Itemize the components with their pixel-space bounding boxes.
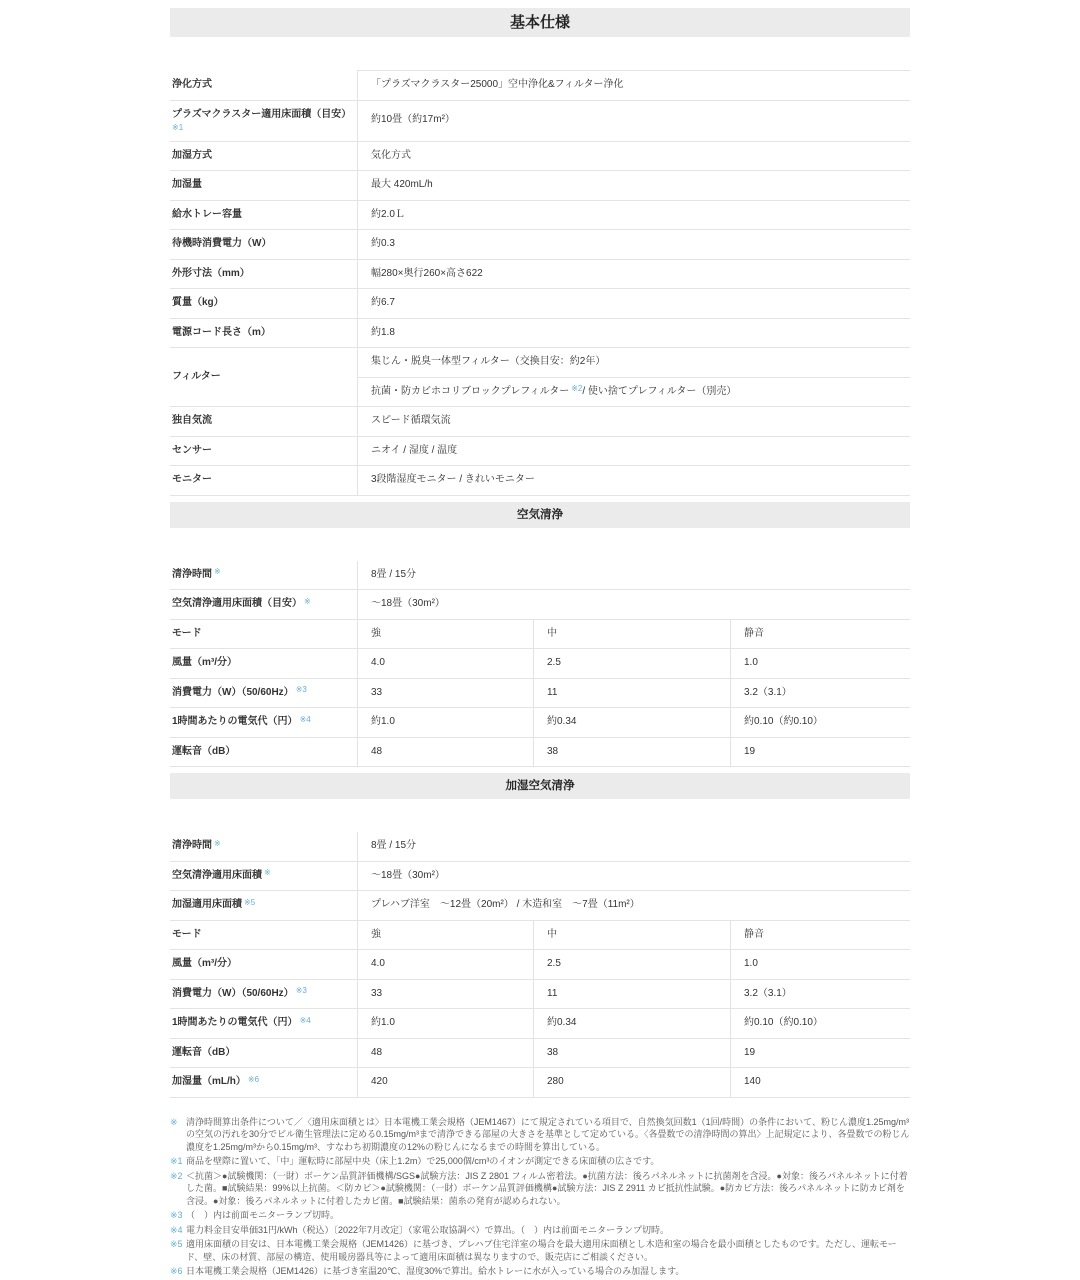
footnote-marker: ※5 [170,1239,183,1250]
section-title-air: 空気清浄 [170,502,910,528]
value-quiet: 3.2（3.1） [730,980,910,1009]
page-title: 基本仕様 [170,8,910,37]
table-row-mode [170,980,910,1010]
spec-label [170,561,357,590]
footnote-marker: ※1 [170,1156,183,1167]
spec-label: 給水トレー容量 [172,208,242,220]
value-medium: 38 [533,1039,730,1068]
table-row [170,891,910,921]
value-quiet: 1.0 [730,950,910,979]
spec-label: 風量（m³/分） [172,958,237,970]
spec-label: フィルター [172,370,221,382]
footnote-ref: ※ [304,596,311,606]
spec-value: 幅280×奥行260×高さ622 [357,260,910,289]
table-row [170,407,910,437]
footnote-ref: ※6 [247,1074,260,1084]
spec-value: 約2.0Ｌ [357,201,910,230]
value-medium: 38 [533,738,730,767]
footnotes [170,1116,910,1278]
value-strong: 4.0 [357,649,533,678]
spec-label [170,980,357,1009]
table-row-mode [170,649,910,679]
footnote-item [170,1170,910,1208]
spec-value: 3段階湿度モニター / きれいモニター [357,466,910,495]
table-row [170,201,910,231]
value-quiet: 3.2（3.1） [730,679,910,708]
spec-label-text: 清浄時間 [172,840,212,852]
table-row [170,590,910,620]
table-row-mode [170,620,910,650]
spec-label: センサー [172,444,212,456]
spec-label: モード [172,928,202,940]
spec-label-text: 消費電力（W）（50/60Hz） [172,686,294,698]
spec-label-text: 加湿適用床面積 [172,899,242,911]
table-row [170,70,910,101]
spec-value: プレハブ洋室 ～12畳（20m²） / 木造和室 ～7畳（11m²） [357,891,910,920]
footnote-ref: ※1 [172,123,184,132]
mode-medium: 中 [533,921,730,950]
value-medium: 280 [533,1068,730,1097]
footnote-ref: ※2 [571,384,583,394]
value-strong: 48 [357,1039,533,1068]
value-quiet: 19 [730,738,910,767]
spec-value: 約1.8 [357,319,910,348]
footnote-item [170,1265,910,1278]
table-row-mode [170,950,910,980]
spec-label: 風量（m³/分） [172,657,237,669]
spec-label-text: 空気清浄適用床面積（目安） [172,598,302,610]
value-medium: 11 [533,679,730,708]
table-row-mode [170,738,910,768]
spec-value: ～18畳（30m²） [357,590,910,619]
basic-spec-table [170,70,910,496]
value-strong: 33 [357,679,533,708]
spec-value-text: / 使い捨てプレフィルター（別売） [582,385,737,397]
value-quiet: 19 [730,1039,910,1068]
table-row [170,437,910,467]
mode-quiet: 静音 [730,620,910,649]
spec-value: 「プラズマクラスター25000」空中浄化&フィルター浄化 [357,70,910,100]
section-title-humid: 加湿空気清浄 [170,773,910,799]
footnote-text: 商品を壁際に置いて、「中」運転時に部屋中央（床上1.2m）で25,000個/cm³のイオンが測定できる床面積の広さです。 [186,1156,660,1167]
footnote-ref: ※5 [244,897,256,907]
spec-value: 気化方式 [357,142,910,171]
spec-label: モード [172,627,202,639]
spec-label-text: 清浄時間 [172,568,212,580]
footnote-ref: ※ [214,567,221,577]
spec-sheet [170,8,910,1280]
spec-label: 外形寸法（mm） [172,267,250,279]
value-strong: 約1.0 [357,1009,533,1038]
spec-label [170,1068,357,1097]
spec-label: モニター [172,474,212,486]
value-quiet: 約0.10（約0.10） [730,708,910,737]
footnote-marker: ※3 [170,1210,183,1221]
table-row [170,466,910,496]
value-quiet: 1.0 [730,649,910,678]
spec-label: 運転音（dB） [172,745,236,757]
value-medium: 2.5 [533,950,730,979]
footnote-text: 清浄時間算出条件について／〈適用床面積とは〉日本電機工業会規格（JEM1467）にて規定されている項目で、自然換気回数1（1回/時間）の条件において、粉じん濃度1.25mg/m³の空気の汚れを30分でビル衛生管理法に定める0.15mg/m³まで清浄できる部屋の大きさを基準として定めている。〈各畳数での清浄時間の算出〉上記規定により、各畳数での粉じん濃度を1.25mg/m³から0.15mg/m³、すなわち初期濃度の12%の粉じんになるまでの時間を算出している。 [186,1116,910,1152]
spec-value: 集じん・脱臭一体型フィルター（交換目安：約2年） [357,348,910,378]
spec-label [170,679,357,708]
spec-value: ～18畳（30m²） [357,862,910,891]
spec-label: 質量（kg） [172,297,224,309]
footnote-marker: ※4 [170,1224,183,1235]
table-row [170,260,910,290]
footnote-text: 日本電機工業会規格（JEM1426）に基づき室温20℃、湿度30%で算出。給水トレーに水が入っている場合のみ加湿します。 [186,1266,685,1277]
footnote-text: 電力料金目安単価31円/kWh（税込）〔2022年7月改定〕（家電公取協調べ）で算出。（ ）内は前面モニターランプ切時。 [186,1224,670,1235]
spec-value [357,378,910,407]
footnote-marker: ※ [170,1116,178,1127]
footnote-ref: ※3 [295,685,307,695]
table-row-mode [170,1009,910,1039]
spec-value: 約0.3 [357,230,910,259]
spec-value-text: 抗菌・防カビホコリブロックプレフィルター [371,385,570,397]
table-row-filter [170,348,910,407]
footnote-item [170,1224,910,1237]
value-medium: 11 [533,980,730,1009]
spec-label: 運転音（dB） [172,1046,236,1058]
humid-spec-table [170,832,910,1098]
table-row [170,561,910,591]
footnote-text: （ ）内は前面モニターランプ切時。 [186,1210,340,1221]
footnote-text: ＜抗菌＞●試験機関：（一財）ボーケン品質評価機構/SGS●試験方法：JIS Z 2801 フィルム密着法。●抗菌方法：後ろパネルネットに抗菌剤を含浸。●対象：後ろパネルネットに付着した菌。■試験結果：99%以上抗菌。＜防カビ＞●試験機関：（一財）ボーケン品質評価機構●試験方法：JIS Z 2911 カビ抵抗性試験。●防カビ方法：後ろパネルネットに防カビ剤を含浸。●対象：後ろパネルネットに付着したカビ菌。■試験結果：菌糸の発育が認められない。 [186,1170,908,1206]
mode-strong: 強 [357,620,533,649]
spec-label-text: 消費電力（W）（50/60Hz） [172,987,294,999]
footnote-item [170,1238,910,1263]
spec-label [170,590,357,619]
spec-label [170,891,357,920]
spec-value: 8畳 / 15分 [357,561,910,590]
footnote-ref: ※ [214,838,221,848]
mode-strong: 強 [357,921,533,950]
mode-medium: 中 [533,620,730,649]
spec-label-text: 空気清浄適用床面積 [172,869,262,881]
footnote-item [170,1116,910,1154]
table-row [170,319,910,349]
spec-label [170,1009,357,1038]
spec-label: 浄化方式 [172,78,212,90]
value-strong: 420 [357,1068,533,1097]
spec-label [170,101,357,141]
table-row [170,171,910,201]
table-row-mode [170,1068,910,1098]
footnote-marker: ※2 [170,1170,183,1181]
spec-value: 約10畳（約17m²） [357,101,910,141]
air-spec-table [170,561,910,768]
table-row [170,230,910,260]
footnote-ref: ※ [264,868,271,878]
value-quiet: 約0.10（約0.10） [730,1009,910,1038]
table-row [170,862,910,892]
spec-label [170,708,357,737]
value-quiet: 140 [730,1068,910,1097]
spec-label: 電源コード長さ（m） [172,326,271,338]
footnote-text: 適用床面積の目安は、日本電機工業会規格（JEM1426）に基づき、プレハブ住宅洋室の場合を最大適用床面積とし木造和室の場合を最小面積としたものです。ただし、運転モード、壁、床の材質、部屋の構造、使用暖房器具等によって適用床面積は異なりますので、販売店にご相談ください。 [186,1239,897,1262]
value-strong: 4.0 [357,950,533,979]
filter-values [357,348,910,406]
value-strong: 33 [357,980,533,1009]
spec-value: 最大 420mL/h [357,171,910,200]
table-row [170,289,910,319]
spec-value: 約6.7 [357,289,910,318]
footnote-item [170,1155,910,1168]
table-row-mode [170,708,910,738]
value-medium: 約0.34 [533,1009,730,1038]
spec-label-text: 加湿量（mL/h） [172,1076,246,1088]
value-strong: 約1.0 [357,708,533,737]
spec-value: ニオイ / 湿度 / 温度 [357,437,910,466]
spec-label-text: 1時間あたりの電気代（円） [172,1017,298,1029]
spec-label: 加湿量 [172,179,202,191]
value-medium: 2.5 [533,649,730,678]
spec-label [170,862,357,891]
spec-label [170,832,357,861]
spec-label: 待機時消費電力（W） [172,238,272,250]
table-row-mode [170,679,910,709]
spec-label-text: 1時間あたりの電気代（円） [172,716,298,728]
table-row-mode [170,921,910,951]
table-row [170,101,910,142]
spec-label-text: プラズマクラスター適用床面積（目安） [172,108,352,120]
footnote-ref: ※4 [299,1015,311,1025]
footnote-ref: ※4 [299,714,311,724]
table-row [170,142,910,172]
value-medium: 約0.34 [533,708,730,737]
footnote-ref: ※3 [295,986,307,996]
table-row-mode [170,1039,910,1069]
table-row [170,832,910,862]
value-strong: 48 [357,738,533,767]
footnote-marker: ※6 [170,1266,183,1277]
spec-label: 独自気流 [172,415,212,427]
spec-label: 加湿方式 [172,149,212,161]
spec-value: スピード循環気流 [357,407,910,436]
footnote-item [170,1209,910,1222]
mode-quiet: 静音 [730,921,910,950]
spec-value: 8畳 / 15分 [357,832,910,861]
